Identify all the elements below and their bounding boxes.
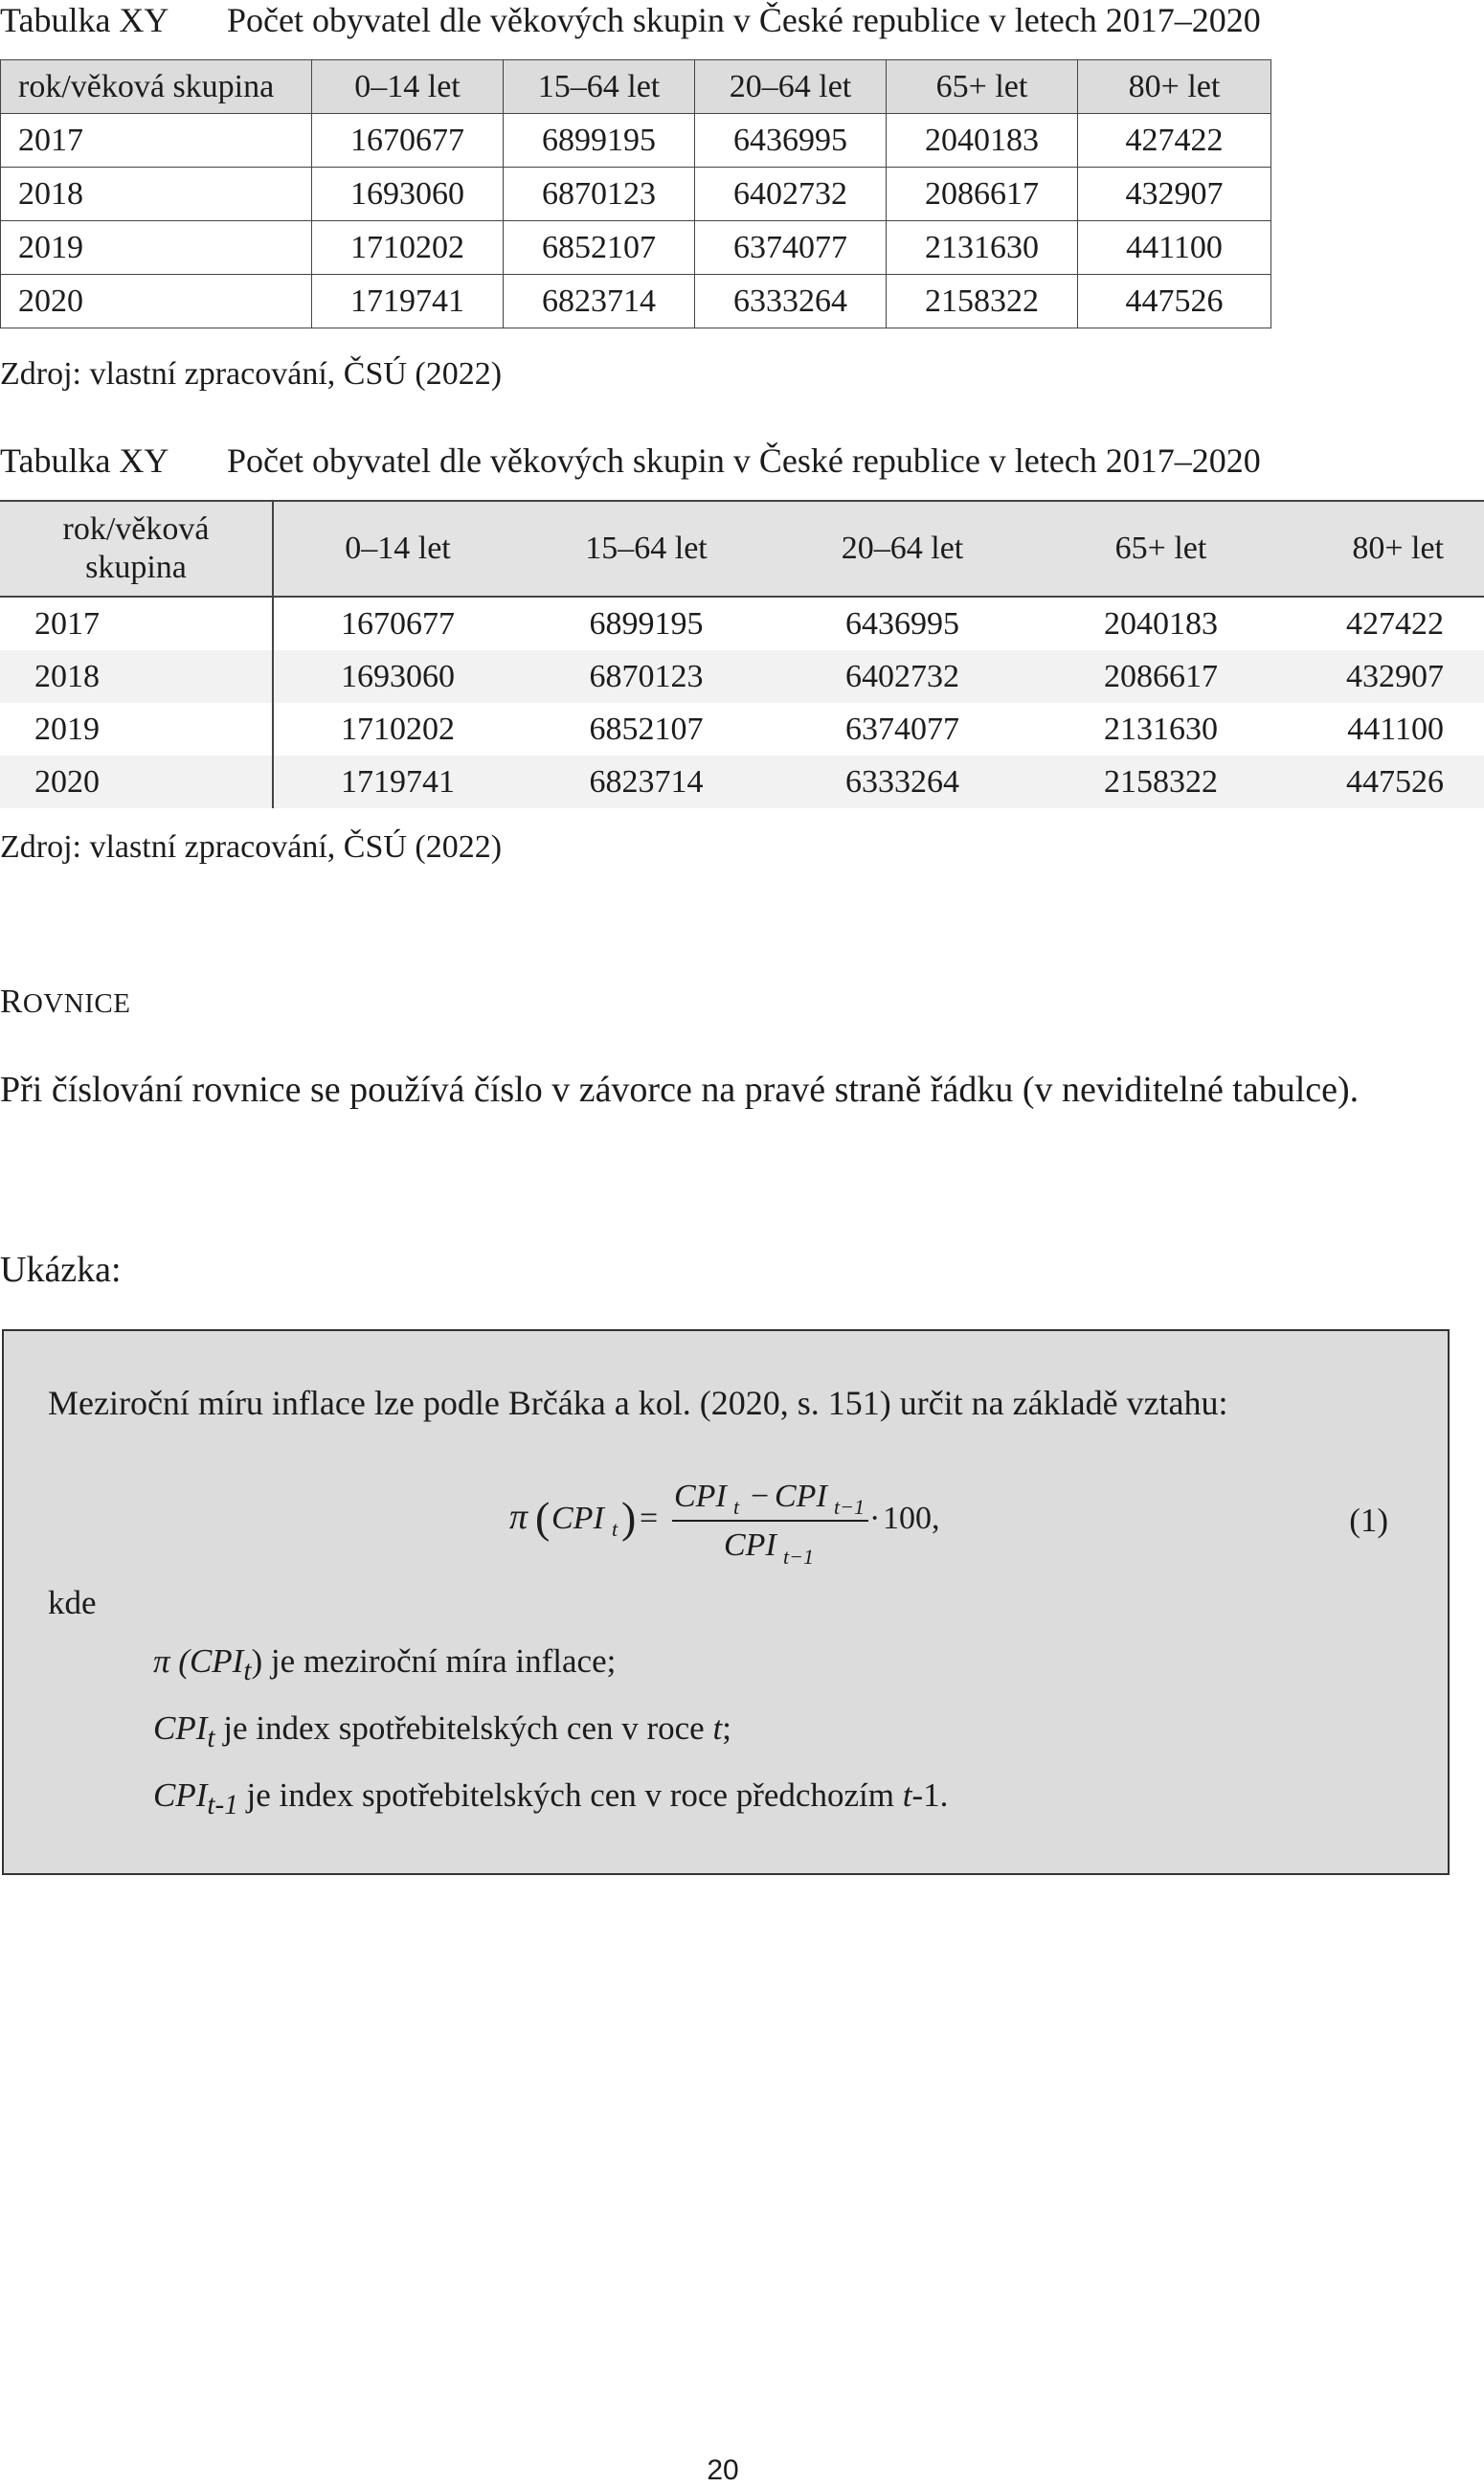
formula-equals: = xyxy=(640,1501,659,1536)
table2-caption xyxy=(0,441,1261,481)
table1-cell: 427422 xyxy=(1078,114,1271,168)
table1-cell: 6852107 xyxy=(504,221,695,275)
table1 xyxy=(0,59,1271,328)
formula-dot: · xyxy=(869,1501,881,1536)
table1-cell: 2019 xyxy=(1,221,312,275)
definition-2-subscript: t xyxy=(207,1723,215,1753)
table2-cell: 6436995 xyxy=(845,605,959,642)
table1-cell: 1693060 xyxy=(312,168,504,221)
page-number: 20 xyxy=(707,2454,739,2486)
table1-cell: 6333264 xyxy=(695,275,887,328)
table2-cell: 447526 xyxy=(1288,756,1484,808)
table-row xyxy=(1,114,1271,168)
table2-cell: 2019 xyxy=(0,703,273,756)
table1-cell: 441100 xyxy=(1078,221,1271,275)
table2-cell: 427422 xyxy=(1346,605,1444,642)
table1-cell: 6374077 xyxy=(695,221,887,275)
table1-cell: 2040183 xyxy=(887,114,1078,168)
definition-2 xyxy=(153,1709,731,1754)
table2-cell: 2086617 xyxy=(1034,650,1288,703)
table2-caption-label: Tabulka XY xyxy=(0,441,169,480)
where-label: kde xyxy=(48,1584,97,1621)
table1-header-cell: 15–64 let xyxy=(504,60,695,114)
table-row xyxy=(0,703,1484,756)
table2-cell: 2158322 xyxy=(1034,756,1288,808)
table2-header-cell xyxy=(0,501,273,597)
table2-cell: 6402732 xyxy=(771,650,1034,703)
table1-cell: 6870123 xyxy=(504,168,695,221)
table-row xyxy=(0,756,1484,808)
table2-cell: 1693060 xyxy=(273,650,522,703)
formula-cpi-left: CPI xyxy=(551,1501,604,1536)
table1-cell: 1670677 xyxy=(312,114,504,168)
table1-cell: 6436995 xyxy=(695,114,887,168)
section-heading-rest: OVNICE xyxy=(22,988,131,1019)
table-row xyxy=(0,650,1484,703)
table1-header-row xyxy=(1,60,1271,114)
table2-cell: 1670677 xyxy=(341,605,455,642)
table1-caption-title: Počet obyvatel dle věkových skupin v České republice v letech 2017–2020 xyxy=(227,1,1261,39)
table2-cell: 6852107 xyxy=(589,711,704,747)
formula-lparen: ( xyxy=(535,1493,551,1542)
table1-header-cell: 65+ let xyxy=(887,60,1078,114)
definition-2-end: ; xyxy=(722,1709,731,1747)
table1-cell: 6823714 xyxy=(504,275,695,328)
table2-cell: 1719741 xyxy=(273,756,522,808)
definition-2-end-italic: t xyxy=(712,1709,723,1747)
definition-3-subscript: t-1 xyxy=(207,1790,238,1820)
table2-header-cell: 0–14 let xyxy=(273,501,522,597)
table1-cell: 447526 xyxy=(1078,275,1271,328)
table1-cell: 1719741 xyxy=(312,275,504,328)
table2-cell: 1710202 xyxy=(341,711,455,747)
table2-header-cell: 80+ let xyxy=(1288,501,1484,597)
table1-cell: 6402732 xyxy=(695,168,887,221)
table2-cell: 6374077 xyxy=(845,711,959,747)
table2-cell: 6333264 xyxy=(771,756,1034,808)
table1-cell: 2086617 xyxy=(887,168,1078,221)
table1-cell: 2020 xyxy=(1,275,312,328)
table2-header-cell: 65+ let xyxy=(1034,501,1288,597)
formula-rparen: ) xyxy=(621,1493,637,1542)
table1-cell: 1710202 xyxy=(312,221,504,275)
table-row xyxy=(1,168,1271,221)
definition-3-end-italic: t xyxy=(902,1776,912,1814)
table2-cell: 2020 xyxy=(0,756,273,808)
example-box xyxy=(2,1329,1450,1875)
table1-header-cell: rok/věková skupina xyxy=(1,60,312,114)
definition-1-text: ) je meziroční míra inflace; xyxy=(251,1642,617,1680)
table1-cell: 2018 xyxy=(1,168,312,221)
formula-sub-den: t−1 xyxy=(783,1545,814,1569)
table2-cell: 2018 xyxy=(0,650,273,703)
definition-1 xyxy=(153,1642,616,1687)
formula-minus: − xyxy=(751,1479,770,1514)
definition-1-subscript: t xyxy=(243,1656,252,1686)
table1-header-cell: 80+ let xyxy=(1078,60,1271,114)
table2-cell: 2017 xyxy=(0,597,273,650)
table1-source: Zdroj: vlastní zpracování, ČSÚ (2022) xyxy=(0,356,503,392)
table1-cell: 2158322 xyxy=(887,275,1078,328)
definition-3-end: -1. xyxy=(911,1776,949,1814)
table2-header-cell: 15–64 let xyxy=(522,501,771,597)
table2-cell: 441100 xyxy=(1347,711,1444,747)
table2-cell: 6870123 xyxy=(522,650,771,703)
formula-cpi-num1: CPI xyxy=(674,1479,727,1514)
table1-cell: 6899195 xyxy=(504,114,695,168)
formula-sub-num2: t−1 xyxy=(834,1495,865,1519)
table1-cell: 432907 xyxy=(1078,168,1271,221)
example-label: Ukázka: xyxy=(0,1250,122,1290)
table1-cell: 2131630 xyxy=(887,221,1078,275)
table2-header-row xyxy=(0,501,1484,597)
equation-number: (1) xyxy=(1349,1502,1388,1539)
table1-header-cell: 0–14 let xyxy=(312,60,504,114)
table2-header-first-line1: rok/věková xyxy=(62,511,210,547)
definition-1-symbol: π (CPI xyxy=(153,1642,244,1680)
table2-header-first-line2: skupina xyxy=(85,550,187,585)
section-heading-first: R xyxy=(0,983,23,1020)
formula-pi: π xyxy=(509,1497,528,1537)
definition-3-symbol: CPI xyxy=(153,1776,208,1814)
definition-3-text: je index spotřebitelských cen v roce předchozím xyxy=(237,1776,903,1814)
table2-cell: 2040183 xyxy=(1104,605,1218,642)
table1-caption xyxy=(0,0,1261,40)
table1-header-cell: 20–64 let xyxy=(695,60,887,114)
table-row xyxy=(1,275,1271,328)
table-row xyxy=(1,221,1271,275)
example-intro: Meziroční míru inflace lze podle Brčáka a kol. (2020, s. 151) určit na základě vztahu: xyxy=(48,1384,1228,1422)
definition-2-symbol: CPI xyxy=(153,1709,208,1747)
formula-cpi-num2: CPI xyxy=(775,1479,827,1514)
table2-cell: 2131630 xyxy=(1104,711,1218,747)
table2-source: Zdroj: vlastní zpracování, ČSÚ (2022) xyxy=(0,829,503,865)
definition-3 xyxy=(153,1776,948,1821)
table2-cell: 6823714 xyxy=(522,756,771,808)
table2-caption-title: Počet obyvatel dle věkových skupin v České republice v letech 2017–2020 xyxy=(227,441,1261,480)
formula-sub-num1: t xyxy=(733,1495,740,1519)
formula-factor: 100, xyxy=(883,1501,940,1536)
formula-sub-left: t xyxy=(612,1517,618,1541)
table2-header-cell: 20–64 let xyxy=(771,501,1034,597)
table2-cell: 6899195 xyxy=(589,605,704,642)
definition-2-text: je index spotřebitelských cen v roce xyxy=(214,1709,713,1747)
section-paragraph: Při číslování rovnice se používá číslo v závorce na pravé straně řádku (v neviditelné tabulce). xyxy=(0,1070,1360,1110)
table2 xyxy=(0,500,1484,808)
table2-cell: 432907 xyxy=(1288,650,1484,703)
table1-cell: 2017 xyxy=(1,114,312,168)
table1-caption-label: Tabulka XY xyxy=(0,1,169,39)
table-row xyxy=(0,597,1484,650)
formula-cpi-den: CPI xyxy=(724,1527,776,1563)
section-heading xyxy=(0,983,130,1021)
